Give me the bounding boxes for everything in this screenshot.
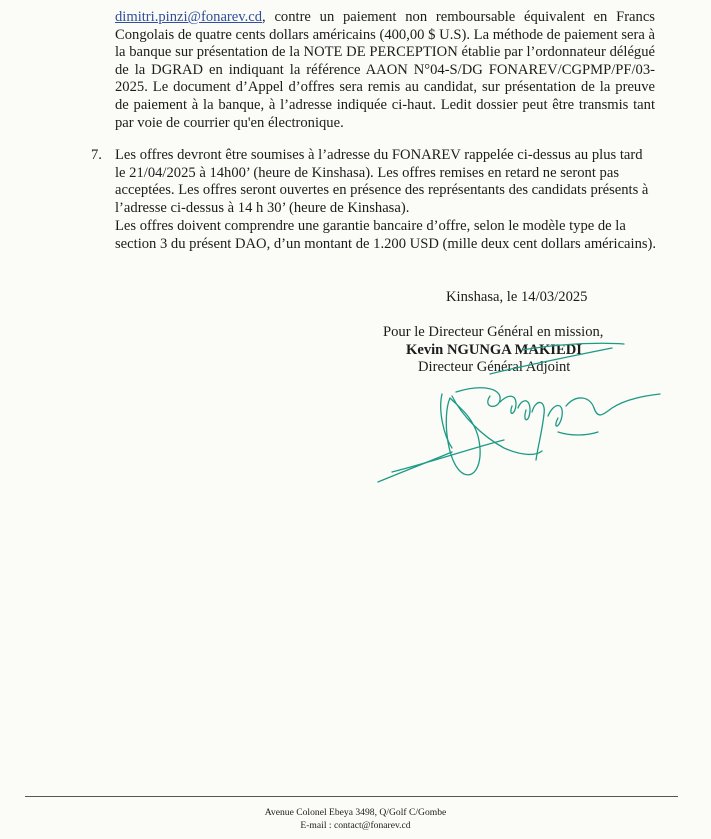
intro-text: , contre un paiement non remboursable équivalent en Francs Congolais de quatre cents dollars américains (400,00 $ U.S). La méthode de paiement sera à la banque sur présentation de la NOTE DE PERCEPTION établie par l’ordonnateur délégué de la DGRAD en indiquant la référence AAON N°04-S/DG FONAREV/CGPMP/PF/03-2025. Le document d’Appel d’offres sera remis au candidat, sur présentation de la preuve de paiement à la banque, à l’adresse indiquée ci-haut. Ledit dossier peut être transmis tant par voie de courrier qu'en électronique. [115,9,655,131]
item7-paragraph-1: Les offres devront être soumises à l’adresse du FONAREV rappelée ci-dessus au plus tard le 21/04/2025 à 14h00’ (heure de Kinshasa). Les offres remises en retard ne seront pas acceptées. Les offres seront ouvertes en présence des représentants des candidats présents à l’adresse ci-dessus à 14 h 30’ (heure de Kinshasa). [115,147,649,216]
place-date: Kinshasa, le 14/03/2025 [446,289,588,305]
signatory-for-line: Pour le Directeur Général en mission, [383,324,604,340]
signatory-title: Directeur Général Adjoint [418,359,571,375]
email-link[interactable]: dimitri.pinzi@fonarev.cd [115,9,263,25]
footer-divider [25,796,678,797]
footer-email: E-mail : contact@fonarev.cd [300,820,411,831]
intro-paragraph [115,9,655,132]
item7-paragraph-2: Les offres doivent comprendre une garantie bancaire d’offre, selon le modèle type de la section 3 du présent DAO, d’un montant de 1.200 USD (mille deux cent dollars américains). [115,218,657,252]
signatory-name: Kevin NGUNGA MAKIEDI [406,342,582,358]
footer-address: Avenue Colonel Ebeya 3498, Q/Golf C/Gombe [264,807,447,818]
handwritten-signature [372,336,672,496]
item-number: 7. [91,147,102,163]
